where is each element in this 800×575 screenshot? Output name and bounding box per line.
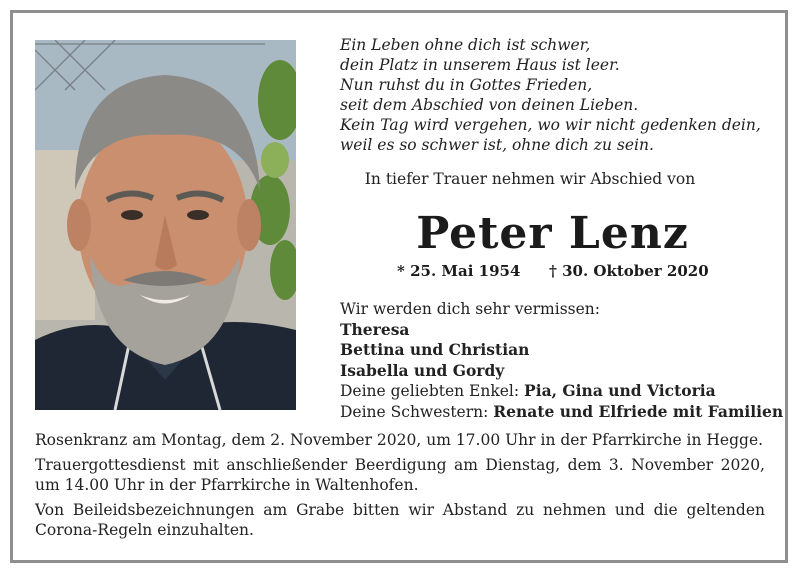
poem-line: seit dem Abschied von deinen Lieben.	[340, 96, 639, 114]
mourner-name: Isabella und Gordy	[340, 360, 505, 380]
sisters-label: Deine Schwestern:	[340, 402, 489, 421]
poem-line: Nun ruhst du in Gottes Frieden,	[340, 76, 593, 94]
mourners-intro: Wir werden dich sehr vermissen:	[340, 300, 601, 318]
memorial-poem	[340, 35, 780, 155]
sisters-names: Renate und Elfriede mit Familien	[493, 401, 784, 421]
mourner-name: Bettina und Christian	[340, 340, 530, 359]
life-dates	[397, 262, 777, 280]
sisters-line	[340, 402, 790, 423]
service-info	[35, 430, 765, 545]
poem-line: Kein Tag wird vergehen, wo wir nicht gedenken dein,	[340, 116, 761, 134]
birth-date: * 25. Mai 1954	[397, 262, 521, 280]
grandchildren-line	[340, 381, 790, 402]
rosary-info: Rosenkranz am Montag, dem 2. November 2020, um 17.00 Uhr in der Pfarrkirche in Hegge.	[35, 431, 764, 449]
portrait-photo	[35, 40, 296, 410]
grandchildren-names: Pia, Gina und Victoria	[524, 381, 716, 400]
death-date: † 30. Oktober 2020	[549, 262, 709, 280]
funeral-info: Trauergottesdienst mit anschließender Beerdigung am Dienstag, dem 3. November 2020, um 14.00 Uhr in der Pfarrkirche in Waltenhofen.	[35, 455, 765, 494]
condolence-note: Von Beileidsbezeichnungen am Grabe bitten wir Abstand zu nehmen und die geltenden Corona-Regeln einzuhalten.	[35, 500, 765, 539]
mourners-list	[340, 299, 790, 422]
poem-line: Ein Leben ohne dich ist schwer,	[340, 36, 591, 54]
poem-line: weil es so schwer ist, ohne dich zu sein.	[340, 136, 654, 154]
mourner-name: Theresa	[340, 319, 410, 339]
poem-line: dein Platz in unserem Haus ist leer.	[340, 56, 620, 74]
grandchildren-label: Deine geliebten Enkel:	[340, 382, 520, 400]
deceased-name: Peter Lenz	[416, 208, 689, 259]
farewell-intro: In tiefer Trauer nehmen wir Abschied von	[364, 170, 696, 188]
